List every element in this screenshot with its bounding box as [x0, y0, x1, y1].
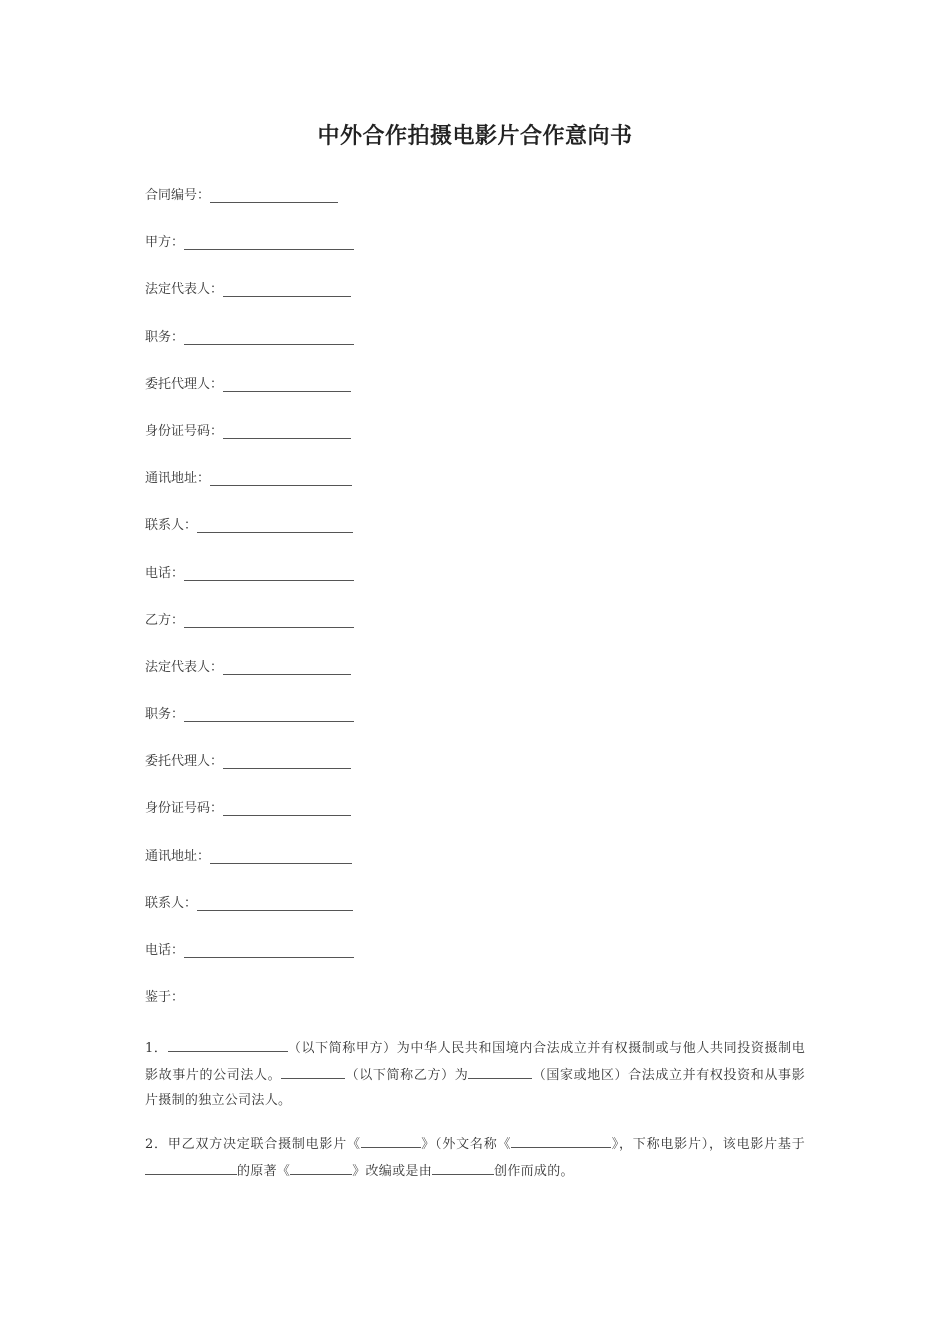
document-title: 中外合作拍摄电影片合作意向书 — [317, 123, 633, 149]
field-id-number-b — [145, 799, 805, 846]
fill-in-blank[interactable] — [223, 658, 351, 675]
field-label: 联系人： — [145, 518, 198, 534]
field-label: 职务： — [145, 329, 185, 345]
fill-in-blank[interactable] — [184, 233, 354, 250]
field-address-a — [145, 469, 805, 516]
clause-text: 2．甲乙双方决定联合摄制电影片《 — [145, 1137, 361, 1152]
field-position-b — [145, 705, 805, 752]
clause-text: （以下简称甲方）为中华人民共和国境内合法成立并有权摄制或与他人共同投资摄制电影故事片的公司法人。 — [145, 1041, 805, 1083]
field-label: 甲方： — [145, 235, 185, 251]
clause-2 — [145, 1130, 805, 1184]
field-label: 身份证号码： — [145, 801, 224, 817]
clause-text: 》（外文名称《 — [420, 1137, 512, 1152]
fill-in-blank[interactable] — [223, 375, 351, 392]
fill-in-blank[interactable] — [210, 469, 352, 486]
field-label: 联系人： — [145, 895, 198, 911]
clause-text: （以下简称乙方）为 — [345, 1068, 469, 1083]
field-label: 合同编号： — [145, 188, 211, 203]
fill-in-blank[interactable] — [361, 1130, 421, 1148]
fill-in-blank[interactable] — [184, 564, 354, 581]
field-label: 电话： — [145, 943, 185, 958]
field-label: 身份证号码： — [145, 423, 224, 439]
field-label: 电话： — [145, 565, 185, 581]
fill-in-blank[interactable] — [281, 1061, 345, 1079]
clause-text: 》改编或是由 — [352, 1164, 433, 1179]
fill-in-blank[interactable] — [223, 799, 351, 816]
fill-in-blank[interactable] — [210, 186, 338, 203]
clause-text: 》，下称电影片），该电影片基于 — [611, 1137, 805, 1152]
fill-in-blank[interactable] — [184, 611, 354, 628]
field-phone-b — [145, 941, 805, 988]
fill-in-blank[interactable] — [511, 1130, 611, 1148]
field-agent-a — [145, 375, 805, 422]
fill-in-blank[interactable] — [210, 847, 352, 864]
fill-in-blank[interactable] — [432, 1157, 494, 1175]
field-position-a — [145, 328, 805, 375]
fill-in-blank[interactable] — [197, 894, 353, 911]
field-contact-a — [145, 516, 805, 563]
fill-in-blank[interactable] — [223, 422, 351, 439]
whereas-heading: 鉴于： — [145, 990, 185, 1005]
fill-in-blank[interactable] — [223, 280, 351, 297]
field-contract-number — [145, 186, 805, 233]
fill-in-blank[interactable] — [184, 941, 354, 958]
fill-in-blank[interactable] — [145, 1157, 237, 1175]
clause-text: 的原著《 — [237, 1164, 291, 1179]
field-legal-representative-b — [145, 658, 805, 705]
field-label: 职务： — [145, 707, 185, 723]
field-id-number-a — [145, 422, 805, 469]
fill-in-blank[interactable] — [468, 1061, 532, 1079]
field-label: 通讯地址： — [145, 471, 211, 487]
field-address-b — [145, 847, 805, 894]
field-agent-b — [145, 752, 805, 799]
field-party-b — [145, 611, 805, 658]
fill-in-blank[interactable] — [184, 328, 354, 345]
field-label: 通讯地址： — [145, 848, 211, 864]
field-legal-representative-a — [145, 280, 805, 327]
clause-number: 1． — [145, 1041, 168, 1056]
field-party-a — [145, 233, 805, 280]
fill-in-blank[interactable] — [197, 516, 353, 533]
fill-in-blank[interactable] — [184, 705, 354, 722]
field-phone-a — [145, 564, 805, 611]
field-contact-b — [145, 894, 805, 941]
clause-1 — [145, 1034, 805, 1113]
clause-text: （国家或地区）合法成立并有权投资和从事影片摄制的独立公司法人。 — [145, 1068, 805, 1108]
party-field-list — [145, 186, 805, 988]
clause-text: 创作而成的。 — [494, 1164, 574, 1179]
field-label: 法定代表人： — [145, 282, 224, 298]
field-label: 委托代理人： — [145, 376, 224, 392]
field-label: 委托代理人： — [145, 754, 224, 770]
fill-in-blank[interactable] — [223, 752, 351, 769]
field-label: 法定代表人： — [145, 659, 224, 675]
fill-in-blank[interactable] — [168, 1034, 288, 1052]
fill-in-blank[interactable] — [290, 1157, 352, 1175]
field-label: 乙方： — [145, 612, 185, 628]
